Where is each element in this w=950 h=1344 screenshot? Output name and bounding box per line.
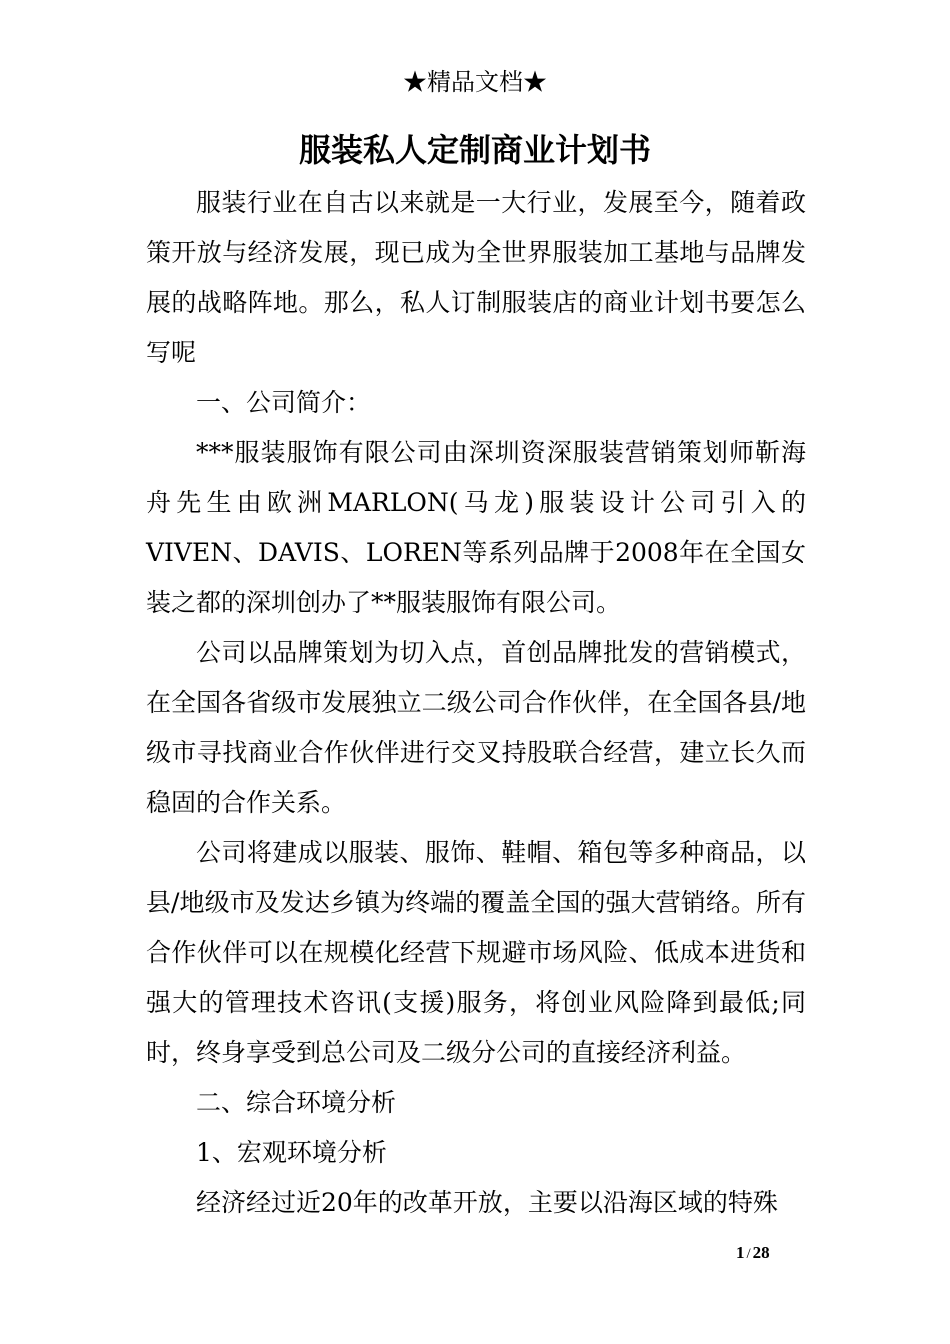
section-heading-environment-analysis: 二、综合环境分析 [196, 1088, 397, 1117]
paragraph-company-origin: ***服装服饰有限公司由深圳资深服装营销策划师靳海舟先生由欧洲MARLON(马龙)服装设计公司引入的VIVEN、DAVIS、LOREN等系列品牌于2008年在全国女装之都的深圳创办了**服装服饰有限公司。 [146, 438, 806, 617]
paragraph-macro-economy: 经济经过近20年的改革开放，主要以沿海区域的特殊 [196, 1188, 778, 1217]
total-page-count: 28 [752, 1243, 770, 1262]
current-page-number: 1 [736, 1243, 745, 1262]
page-header: ★精品文档★ [403, 68, 547, 96]
paragraph-intro: 服装行业在自古以来就是一大行业，发展至今，随着政策开放与经济发展，现已成为全世界服装加工基地与品牌发展的战略阵地。那么，私人订制服装店的商业计划书要怎么写呢 [146, 188, 806, 367]
document-title: 服装私人定制商业计划书 [298, 131, 651, 169]
document-body [146, 178, 806, 1228]
page-number-separator: / [746, 1246, 751, 1262]
page-number [736, 1242, 770, 1265]
section-heading-company-profile: 一、公司简介： [196, 388, 372, 417]
subsection-heading-macro-environment: 1、宏观环境分析 [196, 1138, 387, 1167]
paragraph-sales-network: 公司将建成以服装、服饰、鞋帽、箱包等多种商品，以县/地级市及发达乡镇为终端的覆盖全国的强大营销络。所有合作伙伴可以在规模化经营下规避市场风险、低成本进货和强大的管理技术咨讯(支援)服务，将创业风险降到最低;同时，终身享受到总公司及二级分公司的直接经济利益。 [146, 838, 806, 1067]
paragraph-business-model: 公司以品牌策划为切入点，首创品牌批发的营销模式，在全国各省级市发展独立二级公司合作伙伴，在全国各县/地级市寻找商业合作伙伴进行交叉持股联合经营，建立长久而稳固的合作关系。 [146, 638, 806, 817]
